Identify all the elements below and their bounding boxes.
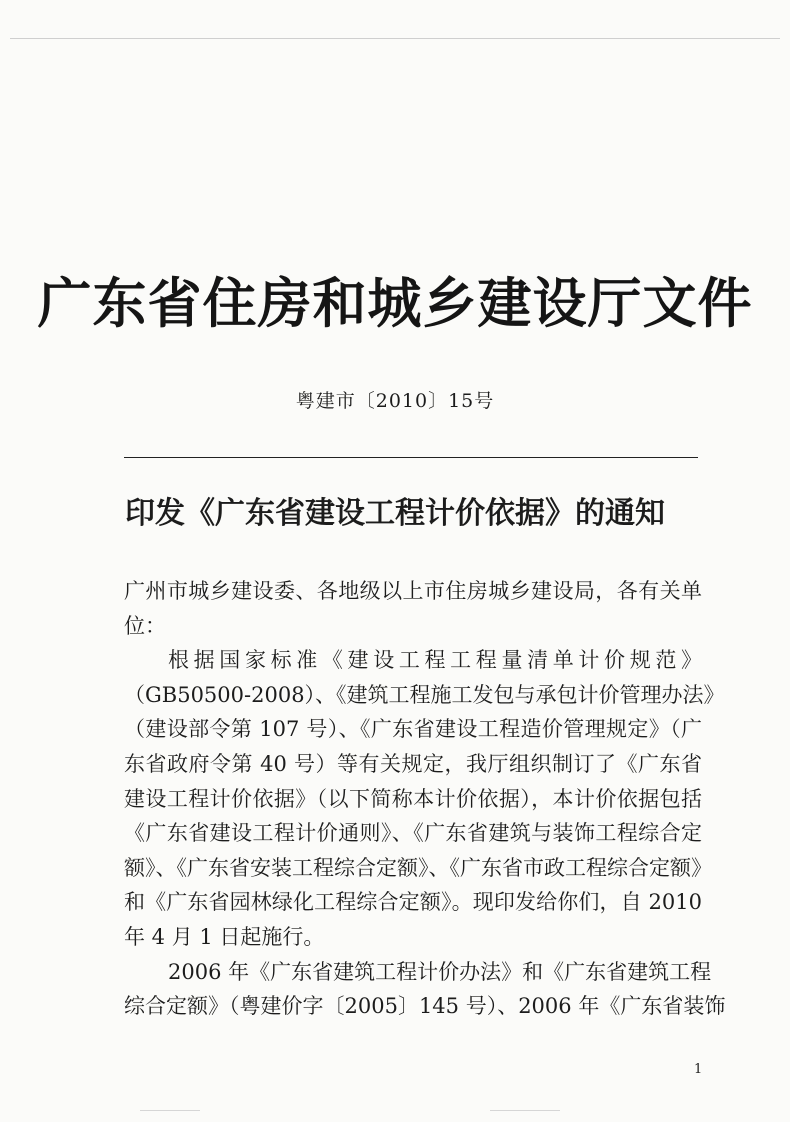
body-line: 建设工程计价依据》（以下简称本计价依据），本计价依据包括 (124, 786, 702, 811)
body-line: 综合定额》（粤建价字〔2005〕145 号）、2006 年《广东省装饰 (124, 994, 726, 1019)
document-header-title: 广东省住房和城乡建设厅文件 (37, 271, 753, 335)
body-line: （GB50500-2008）、《建筑工程施工发包与承包计价管理办法》 (124, 682, 725, 707)
body-line: 根据国家标准《建设工程工程量清单计价规范》 (168, 648, 702, 673)
notice-body (124, 574, 726, 1024)
body-line: 位： (124, 613, 166, 638)
body-line: 年 4 月 1 日起施行。 (124, 924, 325, 949)
body-line: （建设部令第 107 号）、《广东省建设工程造价管理规定》（广 (124, 717, 702, 742)
body-line: 广州市城乡建设委、各地级以上市住房城乡建设局，各有关单 (124, 579, 702, 603)
page-number: 1 (694, 1062, 703, 1077)
notice-title: 印发《广东省建设工程计价依据》的通知 (125, 496, 665, 531)
body-line: 额》、《广东省安装工程综合定额》、《广东省市政工程综合定额》 (124, 855, 712, 880)
scan-artifact (140, 1110, 200, 1111)
document-number: 粤建市〔2010〕15号 (295, 390, 495, 412)
body-line: 《广东省建设工程计价通则》、《广东省建筑与装饰工程综合定 (124, 821, 702, 846)
body-line: 东省政府令第 40 号）等有关规定，我厅组织制订了《广东省 (124, 751, 702, 776)
body-line: 2006 年《广东省建筑工程计价办法》和《广东省建筑工程 (168, 959, 712, 984)
header-divider (124, 457, 698, 458)
scan-top-border (10, 38, 780, 39)
body-line: 和《广东省园林绿化工程综合定额》。现印发给你们，自 2010 (124, 890, 702, 915)
scan-artifact (490, 1110, 560, 1111)
